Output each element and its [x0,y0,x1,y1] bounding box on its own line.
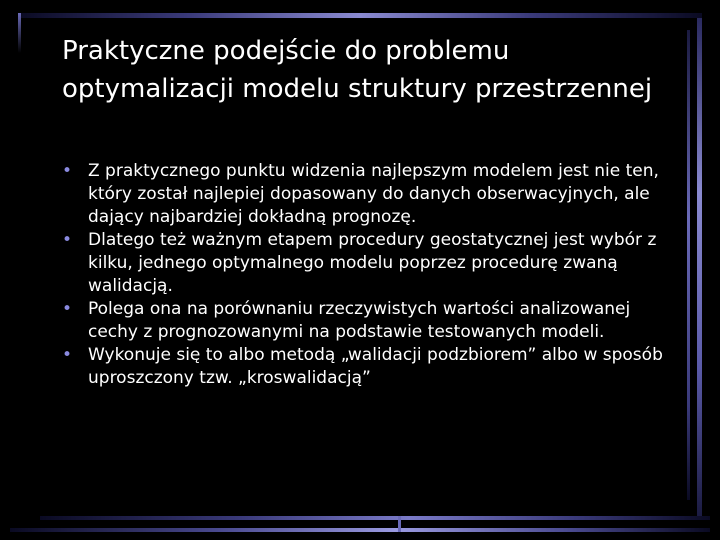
slide-title: Praktyczne podejście do problemu optymalizacji modelu struktury przestrzennej [62,36,653,104]
frame-bar-right-outer [697,18,702,518]
bullet-icon: • [62,345,73,365]
bullet-item [62,298,682,344]
frame-bar-right-inner [687,30,690,500]
frame-bar-bottom-inner [40,516,710,520]
bullet-item [62,344,682,390]
frame-bar-left [18,13,21,53]
bullet-icon: • [62,230,73,250]
frame-bar-top [18,13,702,18]
bullet-icon: • [62,161,73,181]
bullet-item [62,160,682,229]
bullet-item [62,229,682,298]
bullet-icon: • [62,299,73,319]
bullet-text: Polega ona na porównaniu rzeczywistych wartości analizowanej cechy z prognozowanymi na podstawie testowanych modeli. [88,299,631,342]
bullet-text: Wykonuje się to albo metodą „walidacji podzbiorem” albo w sposób uproszczony tzw. „kroswalidacją” [88,345,663,388]
bullet-text: Dlatego też ważnym etapem procedury geostatycznej jest wybór z kilku, jednego optymalnego modelu poprzez procedurę zwaną walidacją. [88,230,657,296]
frame-bar-bottom-tick [398,516,401,532]
bullet-list [62,160,682,390]
frame-bar-bottom-outer [10,528,710,532]
bullet-text: Z praktycznego punktu widzenia najlepszym modelem jest nie ten, który został najlepiej dopasowany do danych obserwacyjnych, ale dający najbardziej dokładną prognozę. [88,161,659,227]
